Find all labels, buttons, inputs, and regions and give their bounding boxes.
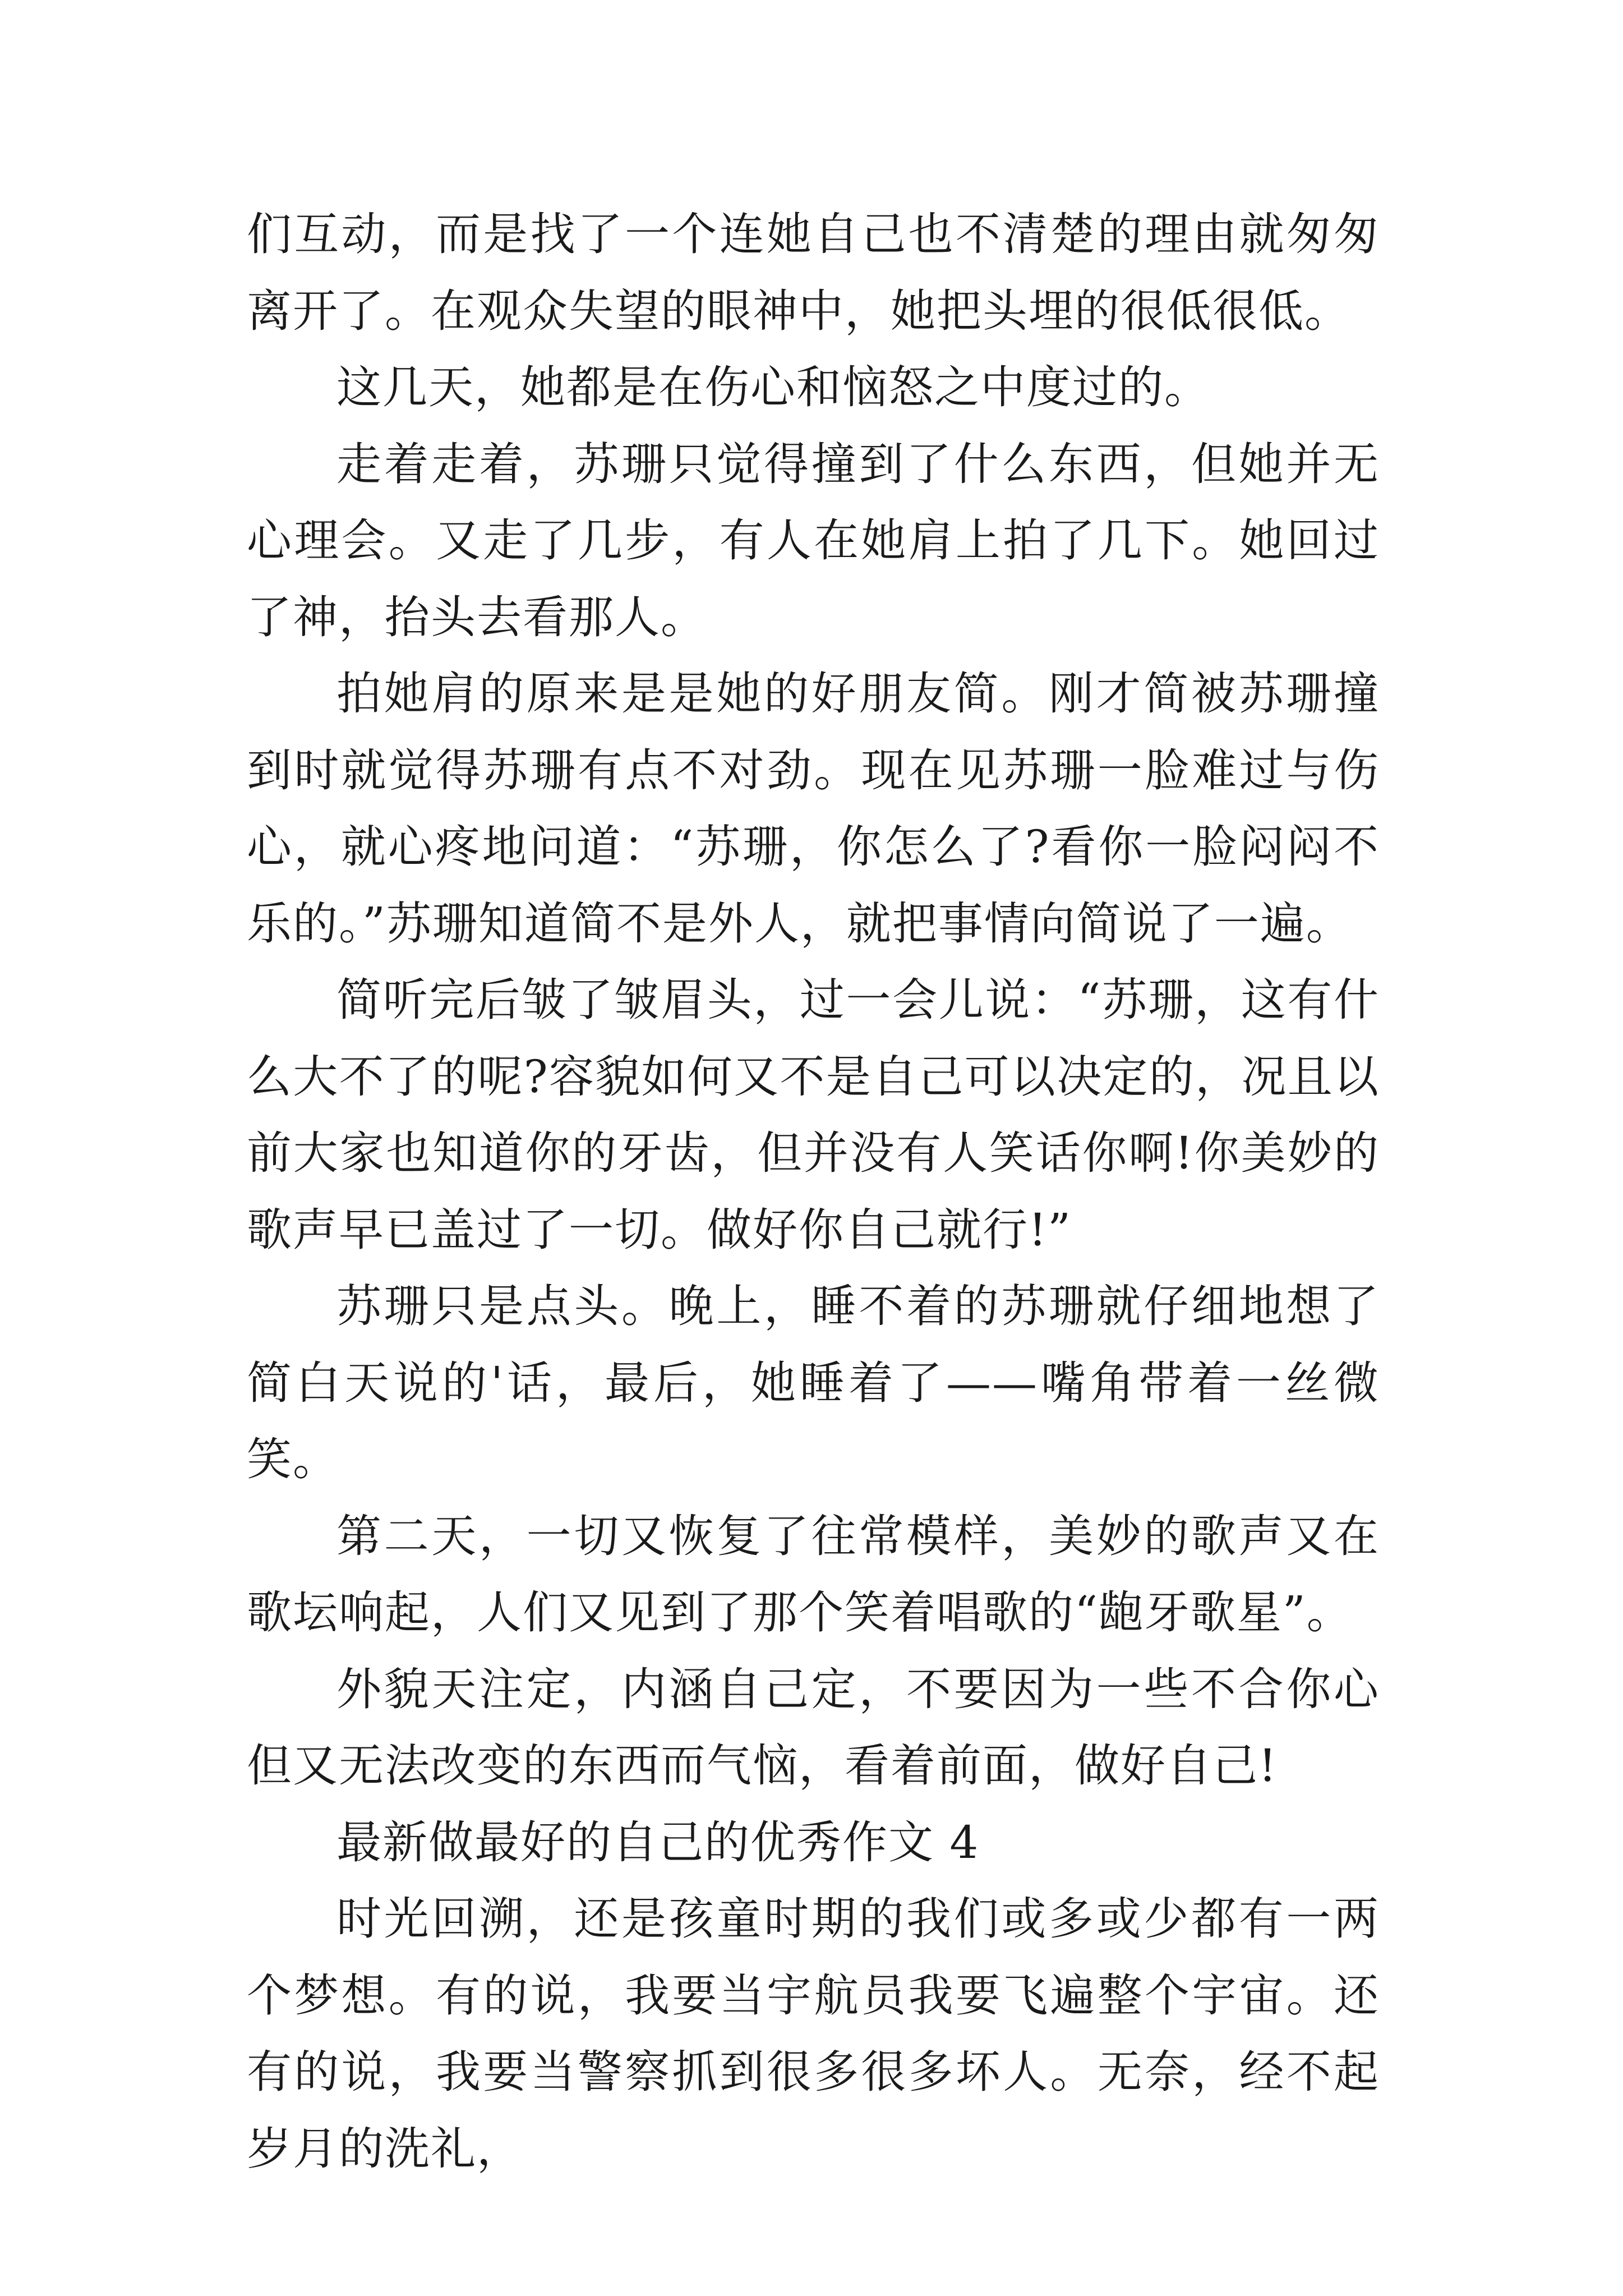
paragraph: 外貌天注定，内涵自己定，不要因为一些不合你心但又无法改变的东西而气恼，看着前面，做好自己! — [247, 1663, 1380, 1792]
paragraph: 们互动，而是找了一个连她自己也不清楚的理由就匆匆离开了。在观众失望的眼神中，她把头埋的很低很低。 — [247, 208, 1380, 337]
paragraph: 时光回溯，还是孩童时期的我们或多或少都有一两个梦想。有的说，我要当宇航员我要飞遍整个宇宙。还有的说，我要当警察抓到很多很多坏人。无奈，经不起岁月的洗礼， — [247, 1893, 1380, 2175]
paragraph: 简听完后皱了皱眉头，过一会儿说：“苏珊，这有什么大不了的呢?容貌如何又不是自己可以决定的，况且以前大家也知道你的牙齿，但并没有人笑话你啊!你美妙的歌声早已盖过了一切。做好你自己就行!” — [247, 974, 1380, 1256]
paragraph: 苏珊只是点头。晚上，睡不着的苏珊就仔细地想了简白天说的'话，最后，她睡着了——嘴角带着一丝微笑。 — [247, 1280, 1380, 1485]
paragraph: 走着走着，苏珊只觉得撞到了什么东西，但她并无心理会。又走了几步，有人在她肩上拍了几下。她回过了神，抬头去看那人。 — [247, 438, 1380, 643]
section-heading: 最新做最好的自己的优秀作文 4 — [336, 1816, 980, 1869]
paragraph: 拍她肩的原来是是她的好朋友简。刚才简被苏珊撞到时就觉得苏珊有点不对劲。现在见苏珊一脸难过与伤心，就心疼地问道：“苏珊，你怎么了?看你一脸闷闷不乐的。”苏珊知道简不是外人，就把事情向简说了一遍。 — [247, 668, 1380, 950]
essay-body — [247, 196, 1380, 2187]
paragraph: 第二天，一切又恢复了往常模样，美妙的歌声又在歌坛响起，人们又见到了那个笑着唱歌的“龅牙歌星”。 — [247, 1510, 1380, 1639]
paragraph: 这几天，她都是在伤心和恼怒之中度过的。 — [336, 361, 1210, 413]
